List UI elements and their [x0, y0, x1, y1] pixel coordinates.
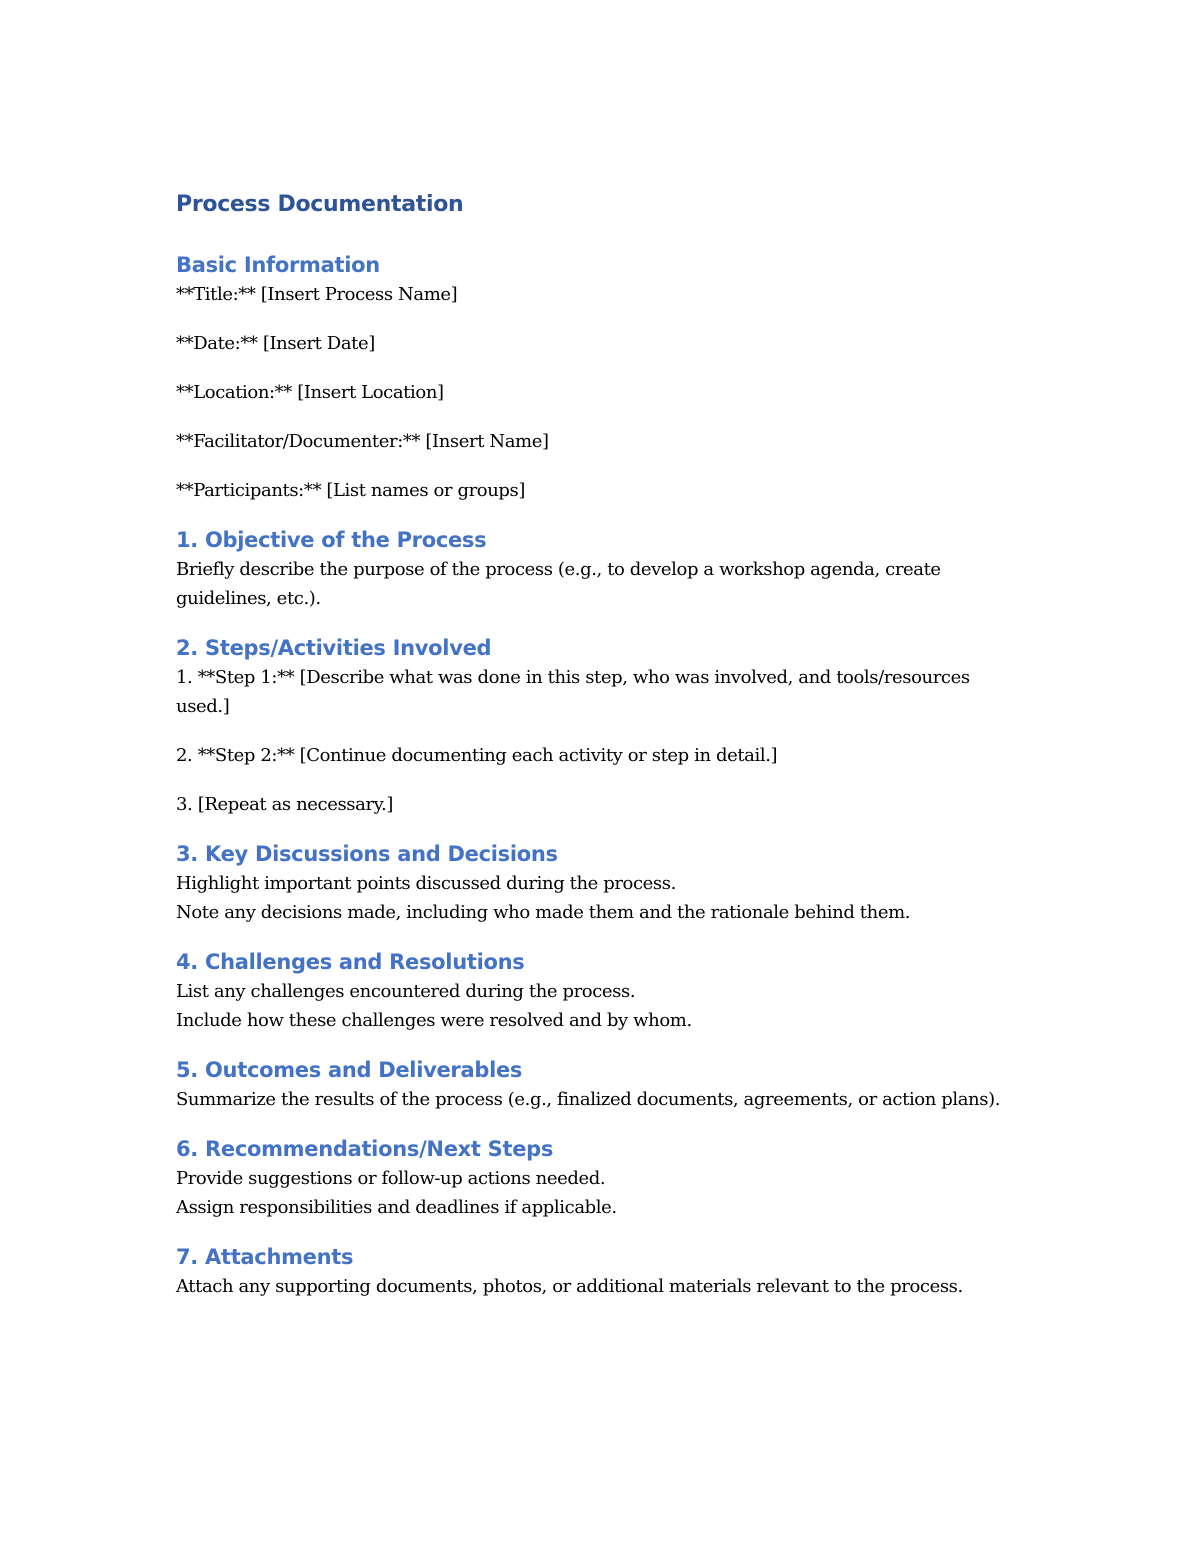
section-heading: 2. Steps/Activities Involved	[176, 636, 492, 660]
basic-information-heading: Basic Information	[176, 253, 380, 277]
section-text: Assign responsibilities and deadlines if applicable.	[176, 1197, 617, 1218]
document-title: Process Documentation	[176, 192, 464, 217]
field-facilitator: **Facilitator/Documenter:** [Insert Name]	[176, 431, 549, 452]
section-steps	[176, 633, 1026, 819]
section-discussions	[176, 839, 1026, 927]
document-body	[176, 188, 1026, 1321]
section-heading: 7. Attachments	[176, 1245, 354, 1269]
section-heading: 5. Outcomes and Deliverables	[176, 1058, 523, 1082]
section-heading: 1. Objective of the Process	[176, 528, 487, 552]
section-heading: 4. Challenges and Resolutions	[176, 950, 525, 974]
section-text: List any challenges encountered during the process.	[176, 981, 636, 1002]
step-3: 3. [Repeat as necessary.]	[176, 794, 393, 815]
field-title: **Title:** [Insert Process Name]	[176, 284, 458, 305]
section-text: Note any decisions made, including who made them and the rationale behind them.	[176, 902, 911, 923]
section-objective	[176, 525, 1026, 613]
step-1: 1. **Step 1:** [Describe what was done in this step, who was involved, and tools/resources used.]	[176, 667, 970, 717]
field-participants: **Participants:** [List names or groups]	[176, 480, 526, 501]
section-text: Provide suggestions or follow-up actions needed.	[176, 1168, 606, 1189]
section-text: Summarize the results of the process (e.g., finalized documents, agreements, or action plans).	[176, 1089, 1001, 1110]
section-text: Highlight important points discussed during the process.	[176, 873, 676, 894]
section-attachments	[176, 1242, 1026, 1301]
basic-information-section	[176, 250, 1026, 505]
section-text: Briefly describe the purpose of the process (e.g., to develop a workshop agenda, create guidelines, etc.).	[176, 559, 941, 609]
field-date: **Date:** [Insert Date]	[176, 333, 375, 354]
section-heading: 3. Key Discussions and Decisions	[176, 842, 558, 866]
section-heading: 6. Recommendations/Next Steps	[176, 1137, 554, 1161]
section-outcomes	[176, 1055, 1026, 1114]
section-text: Attach any supporting documents, photos, or additional materials relevant to the process.	[176, 1276, 963, 1297]
section-challenges	[176, 947, 1026, 1035]
step-2: 2. **Step 2:** [Continue documenting each activity or step in detail.]	[176, 745, 778, 766]
field-location: **Location:** [Insert Location]	[176, 382, 444, 403]
section-text: Include how these challenges were resolved and by whom.	[176, 1010, 692, 1031]
section-recommendations	[176, 1134, 1026, 1222]
